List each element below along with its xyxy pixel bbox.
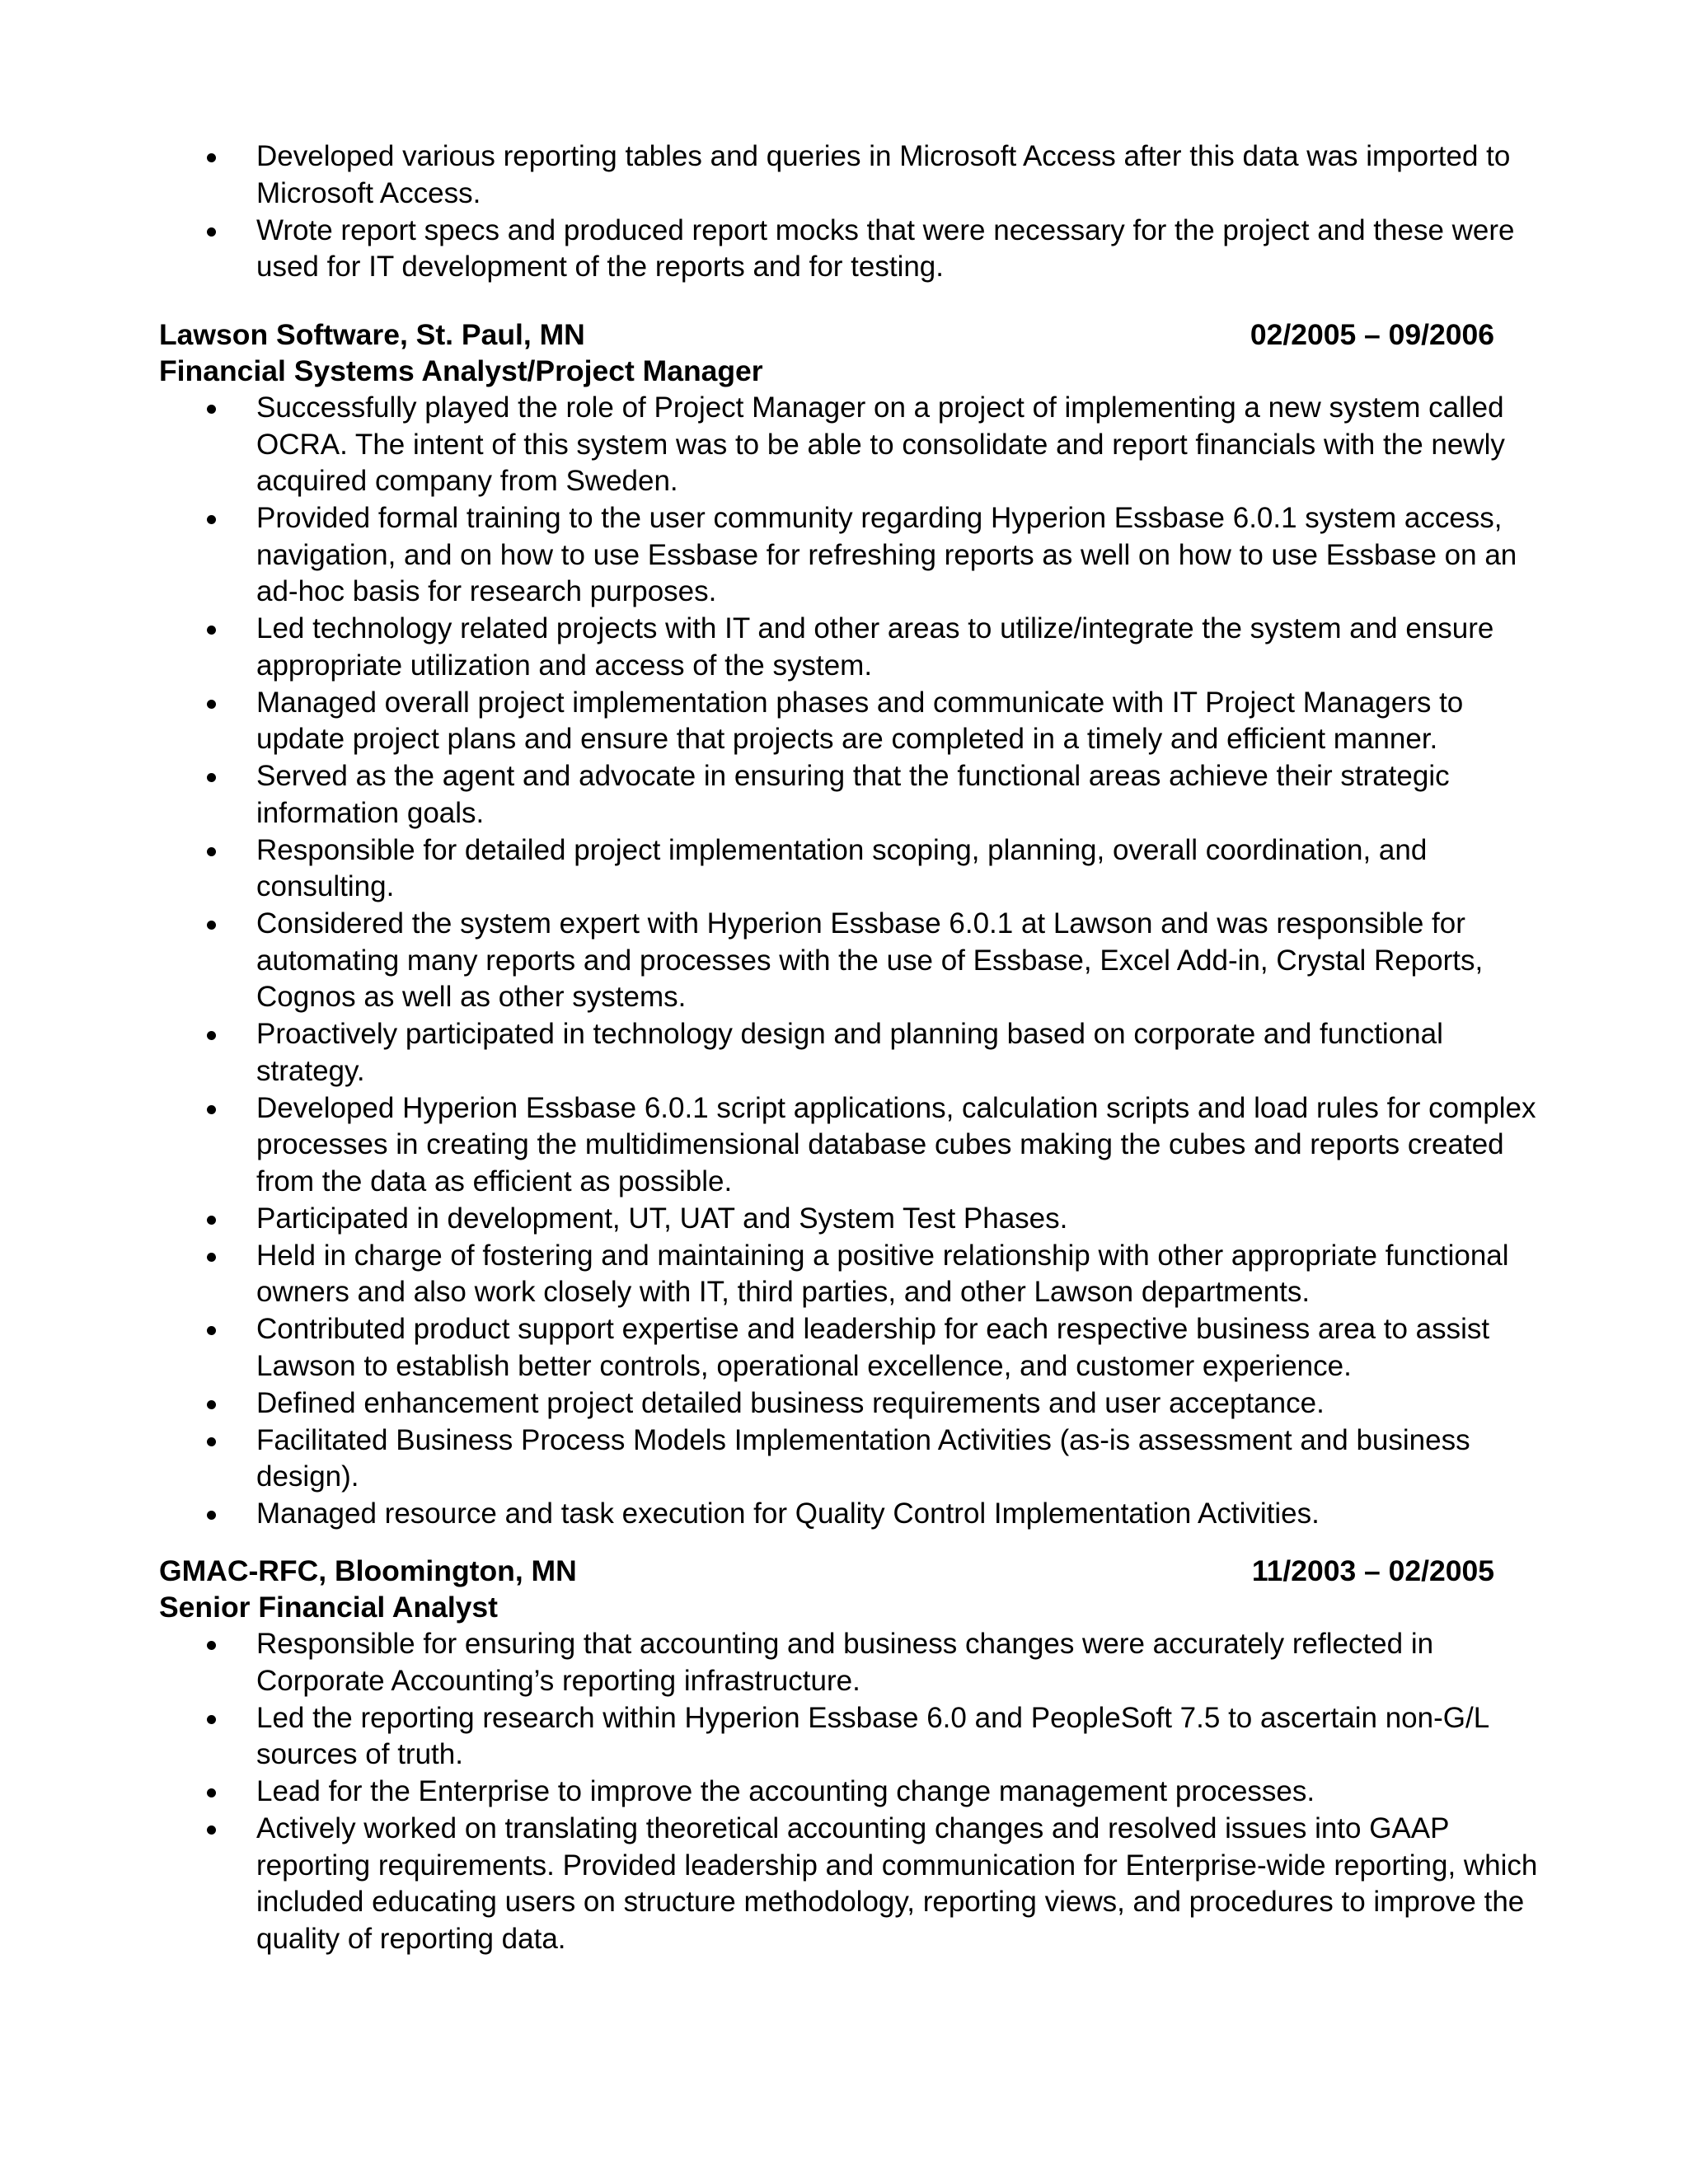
job-header (0, 317, 1688, 353)
list-item (0, 1496, 1542, 1533)
bullet-icon (207, 1253, 216, 1262)
list-item (0, 1090, 1542, 1201)
bullet-icon (207, 405, 216, 414)
bullet-text: Led the reporting research within Hyperion Essbase 6.0 and PeopleSoft 7.5 to ascertain non-G/L sources of truth. (256, 1701, 1489, 1770)
list-item (0, 213, 1542, 286)
bullet-text: Lead for the Enterprise to improve the accounting change management processes. (256, 1775, 1315, 1807)
list-item (0, 390, 1542, 500)
list-item (0, 1700, 1542, 1774)
bullet-icon (207, 1031, 216, 1040)
bullet-icon (207, 921, 216, 930)
bullet-text: Provided formal training to the user community regarding Hyperion Essbase 6.0.1 system access, navigation, and on how to use Essbase for refreshing reports as well on how to use Essbase on an ad-hoc basis for research purposes. (256, 502, 1517, 607)
bullet-text: Led technology related projects with IT and other areas to utilize/integrate the system and ensure appropriate utilization and access of the system. (256, 612, 1494, 682)
bullet-icon (207, 700, 216, 709)
bullet-text: Participated in development, UT, UAT and System Test Phases. (256, 1202, 1068, 1235)
company-name: Lawson Software, St. Paul, MN (159, 318, 585, 351)
bullet-icon (207, 1788, 216, 1797)
bullet-text: Proactively participated in technology design and planning based on corporate and functional strategy. (256, 1018, 1443, 1087)
job-title: Financial Systems Analyst/Project Manager (159, 354, 763, 387)
bullet-icon (207, 1437, 216, 1446)
bullet-text: Actively worked on translating theoretical accounting changes and resolved issues into GAAP reporting requirements. Provided leadership and communication for Enterprise-wide reporting, which included educating users on structure methodology, reporting views, and procedures to improve the quality of reporting data. (256, 1812, 1538, 1955)
bullet-icon (207, 153, 216, 162)
bullet-text: Responsible for detailed project implementation scoping, planning, overall coordination, and consulting. (256, 833, 1428, 902)
bullet-list (0, 1626, 1688, 1957)
job-lawson-software (0, 317, 1688, 1533)
bullet-icon (207, 1216, 216, 1225)
bullet-icon (207, 847, 216, 856)
list-item (0, 1774, 1542, 1811)
list-item (0, 685, 1542, 758)
bullet-icon (207, 1400, 216, 1409)
bullet-list (0, 390, 1688, 1533)
bullet-list (0, 138, 1688, 286)
job-gmac-rfc (0, 1554, 1688, 1958)
previous-job-continuation (0, 138, 1688, 286)
bullet-icon (207, 626, 216, 635)
list-item (0, 1385, 1542, 1422)
bullet-text: Defined enhancement project detailed business requirements and user acceptance. (256, 1386, 1325, 1419)
employment-dates: 11/2003 – 02/2005 (1251, 1554, 1494, 1587)
list-item (0, 611, 1542, 684)
list-item (0, 1626, 1542, 1699)
list-item (0, 1238, 1542, 1311)
bullet-icon (207, 1641, 216, 1650)
job-header (0, 1554, 1688, 1589)
list-item (0, 138, 1542, 212)
list-item (0, 500, 1542, 611)
bullet-icon (207, 773, 216, 782)
bullet-text: Served as the agent and advocate in ensuring that the functional areas achieve their strategic information goals. (256, 760, 1450, 829)
list-item (0, 1422, 1542, 1496)
bullet-text: Responsible for ensuring that accounting and business changes were accurately reflected in Corporate Accounting’s reporting infrastructure. (256, 1628, 1434, 1697)
bullet-icon (207, 1825, 216, 1835)
bullet-icon (207, 1326, 216, 1335)
bullet-icon (207, 515, 216, 524)
bullet-text: Held in charge of fostering and maintaining a positive relationship with other appropriate functional owners and also work closely with IT, third parties, and other Lawson departments. (256, 1239, 1509, 1308)
bullet-icon (207, 1511, 216, 1520)
bullet-text: Wrote report specs and produced report mocks that were necessary for the project and these were used for IT development of the reports and for testing. (256, 213, 1515, 283)
list-item (0, 832, 1542, 906)
list-item (0, 906, 1542, 1016)
list-item (0, 1811, 1542, 1957)
list-item (0, 1201, 1542, 1238)
list-item (0, 758, 1542, 832)
bullet-icon (207, 1715, 216, 1724)
bullet-text: Facilitated Business Process Models Implementation Activities (as-is assessment and business design). (256, 1423, 1470, 1493)
bullet-text: Managed resource and task execution for Quality Control Implementation Activities. (256, 1497, 1320, 1530)
employment-dates: 02/2005 – 09/2006 (1250, 318, 1494, 351)
list-item (0, 1311, 1542, 1385)
bullet-text: Successfully played the role of Project Manager on a project of implementing a new system called OCRA. The intent of this system was to be able to consolidate and report financials with the newly acquired company from Sweden. (256, 391, 1505, 497)
bullet-text: Developed Hyperion Essbase 6.0.1 script applications, calculation scripts and load rules for complex processes in creating the multidimensional database cubes making the cubes and reports created from the data as efficient as possible. (256, 1091, 1536, 1197)
list-item (0, 1016, 1542, 1090)
bullet-icon (207, 1105, 216, 1114)
bullet-text: Contributed product support expertise and leadership for each respective business area to assist Lawson to establish better controls, operational excellence, and customer experience. (256, 1313, 1490, 1382)
bullet-text: Managed overall project implementation phases and communicate with IT Project Managers to update project plans and ensure that projects are completed in a timely and efficient manner. (256, 686, 1464, 755)
bullet-text: Considered the system expert with Hyperion Essbase 6.0.1 at Lawson and was responsible for automating many reports and processes with the use of Essbase, Excel Add-in, Crystal Reports, Cognos as well as other systems. (256, 907, 1484, 1013)
bullet-text: Developed various reporting tables and queries in Microsoft Access after this data was imported to Microsoft Access. (256, 140, 1511, 209)
bullet-icon (207, 227, 216, 237)
job-title: Senior Financial Analyst (159, 1591, 498, 1624)
company-name: GMAC-RFC, Bloomington, MN (159, 1554, 577, 1587)
